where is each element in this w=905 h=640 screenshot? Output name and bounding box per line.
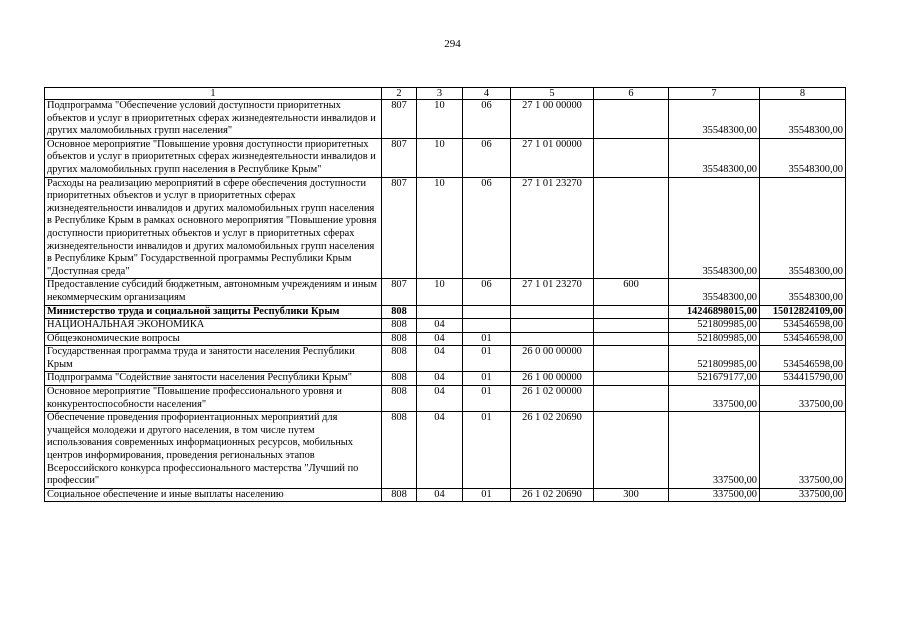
section-code-cell: 10	[417, 177, 463, 279]
amount-year2-cell: 35548300,00	[760, 177, 846, 279]
admin-code-cell: 808	[382, 346, 417, 372]
amount-year2-cell: 534546598,00	[760, 346, 846, 372]
admin-code-cell: 808	[382, 332, 417, 346]
amount-year2-cell: 534546598,00	[760, 332, 846, 346]
subsection-code-cell: 01	[463, 412, 511, 489]
row-name-cell: Основное мероприятие "Повышение профессионального уровня и конкурентоспособности населения"	[45, 386, 382, 412]
row-name-cell: НАЦИОНАЛЬНАЯ ЭКОНОМИКА	[45, 319, 382, 333]
expense-type-cell	[594, 386, 669, 412]
amount-year2-cell: 35548300,00	[760, 138, 846, 177]
admin-code-cell: 808	[382, 412, 417, 489]
row-name-cell: Основное мероприятие "Повышение уровня доступности приоритетных объектов и услуг в приоритетных сферах жизнедеятельности инвалидов и других маломобильных групп населения в Республике Крым"	[45, 138, 382, 177]
expense-type-cell: 300	[594, 488, 669, 502]
section-code-cell: 04	[417, 332, 463, 346]
amount-year2-cell: 337500,00	[760, 488, 846, 502]
subsection-code-cell: 01	[463, 332, 511, 346]
amount-year2-cell: 534546598,00	[760, 319, 846, 333]
section-code-cell: 04	[417, 386, 463, 412]
row-name-cell: Подпрограмма "Содействие занятости населения Республики Крым"	[45, 372, 382, 386]
amount-year1-cell: 337500,00	[669, 488, 760, 502]
expense-type-cell	[594, 412, 669, 489]
amount-year1-cell: 521679177,00	[669, 372, 760, 386]
row-name-cell: Социальное обеспечение и иные выплаты населению	[45, 488, 382, 502]
table-row	[45, 488, 846, 502]
section-code-cell	[417, 305, 463, 319]
amount-year2-cell: 337500,00	[760, 386, 846, 412]
table-row	[45, 332, 846, 346]
table-row	[45, 319, 846, 333]
table-row	[45, 305, 846, 319]
subsection-code-cell: 06	[463, 100, 511, 139]
target-article-cell: 26 1 02 20690	[511, 412, 594, 489]
expense-type-cell	[594, 346, 669, 372]
table-header	[45, 88, 846, 100]
amount-year1-cell: 35548300,00	[669, 100, 760, 139]
amount-year2-cell: 337500,00	[760, 412, 846, 489]
expense-type-cell	[594, 332, 669, 346]
section-code-cell: 04	[417, 319, 463, 333]
target-article-cell: 26 1 00 00000	[511, 372, 594, 386]
target-article-cell: 26 0 00 00000	[511, 346, 594, 372]
header-cell: 5	[511, 88, 594, 100]
budget-table	[44, 87, 846, 502]
target-article-cell	[511, 319, 594, 333]
amount-year1-cell: 35548300,00	[669, 138, 760, 177]
subsection-code-cell: 06	[463, 177, 511, 279]
target-article-cell	[511, 305, 594, 319]
admin-code-cell: 808	[382, 305, 417, 319]
table-body	[45, 100, 846, 502]
admin-code-cell: 807	[382, 177, 417, 279]
subsection-code-cell: 01	[463, 372, 511, 386]
table-row	[45, 177, 846, 279]
target-article-cell: 27 1 01 00000	[511, 138, 594, 177]
amount-year1-cell: 521809985,00	[669, 332, 760, 346]
subsection-code-cell	[463, 319, 511, 333]
header-cell: 6	[594, 88, 669, 100]
row-name-cell: Обеспечение проведения профориентационных мероприятий для учащейся молодежи и другого населения, в том числе путем использования современных информационных ресурсов, мобильных центров информирования, проведения региональных этапов Всероссийского конкурса профессионального мастерства "Лучший по профессии"	[45, 412, 382, 489]
table-row	[45, 100, 846, 139]
table-row	[45, 138, 846, 177]
expense-type-cell	[594, 372, 669, 386]
admin-code-cell: 808	[382, 488, 417, 502]
admin-code-cell: 808	[382, 319, 417, 333]
table-row	[45, 346, 846, 372]
page-number: 294	[444, 38, 461, 50]
target-article-cell	[511, 332, 594, 346]
target-article-cell: 27 1 01 23270	[511, 279, 594, 305]
header-cell: 2	[382, 88, 417, 100]
table-row	[45, 386, 846, 412]
header-cell: 3	[417, 88, 463, 100]
amount-year2-cell: 534415790,00	[760, 372, 846, 386]
subsection-code-cell: 01	[463, 488, 511, 502]
header-cell: 1	[45, 88, 382, 100]
table-row	[45, 279, 846, 305]
expense-type-cell	[594, 177, 669, 279]
table-row	[45, 412, 846, 489]
amount-year2-cell: 15012824109,00	[760, 305, 846, 319]
expense-type-cell	[594, 305, 669, 319]
section-code-cell: 04	[417, 488, 463, 502]
section-code-cell: 10	[417, 279, 463, 305]
admin-code-cell: 807	[382, 138, 417, 177]
section-code-cell: 04	[417, 372, 463, 386]
amount-year1-cell: 521809985,00	[669, 346, 760, 372]
expense-type-cell: 600	[594, 279, 669, 305]
target-article-cell: 27 1 01 23270	[511, 177, 594, 279]
row-name-cell: Министерство труда и социальной защиты Республики Крым	[45, 305, 382, 319]
row-name-cell: Государственная программа труда и занятости населения Республики Крым	[45, 346, 382, 372]
section-code-cell: 10	[417, 138, 463, 177]
header-cell: 4	[463, 88, 511, 100]
admin-code-cell: 808	[382, 386, 417, 412]
amount-year1-cell: 337500,00	[669, 412, 760, 489]
amount-year1-cell: 35548300,00	[669, 279, 760, 305]
header-cell: 7	[669, 88, 760, 100]
expense-type-cell	[594, 319, 669, 333]
admin-code-cell: 807	[382, 100, 417, 139]
amount-year1-cell: 14246898015,00	[669, 305, 760, 319]
subsection-code-cell: 06	[463, 279, 511, 305]
row-name-cell: Подпрограмма "Обеспечение условий доступности приоритетных объектов и услуг в приоритетных сферах жизнедеятельности инвалидов и других маломобильных групп населения"	[45, 100, 382, 139]
table-row	[45, 372, 846, 386]
expense-type-cell	[594, 100, 669, 139]
target-article-cell: 26 1 02 20690	[511, 488, 594, 502]
section-code-cell: 10	[417, 100, 463, 139]
expense-type-cell	[594, 138, 669, 177]
subsection-code-cell: 06	[463, 138, 511, 177]
header-cell: 8	[760, 88, 846, 100]
amount-year1-cell: 337500,00	[669, 386, 760, 412]
row-name-cell: Расходы на реализацию мероприятий в сфере обеспечения доступности приоритетных объектов и услуг в приоритетных сферах жизнедеятельности инвалидов и других маломобильных групп населения в Республике Крым в рамках основного мероприятия "Повышение уровня доступности приоритетных объектов и услуг в приоритетных сферах жизнедеятельности инвалидов и других маломобильных групп населения в Республике Крым" Государственной программы Республики Крым "Доступная среда"	[45, 177, 382, 279]
section-code-cell: 04	[417, 346, 463, 372]
row-name-cell: Предоставление субсидий бюджетным, автономным учреждениям и иным некоммерческим организациям	[45, 279, 382, 305]
amount-year2-cell: 35548300,00	[760, 100, 846, 139]
amount-year1-cell: 35548300,00	[669, 177, 760, 279]
subsection-code-cell: 01	[463, 346, 511, 372]
section-code-cell: 04	[417, 412, 463, 489]
subsection-code-cell: 01	[463, 386, 511, 412]
target-article-cell: 27 1 00 00000	[511, 100, 594, 139]
header-row	[45, 88, 846, 100]
target-article-cell: 26 1 02 00000	[511, 386, 594, 412]
amount-year1-cell: 521809985,00	[669, 319, 760, 333]
subsection-code-cell	[463, 305, 511, 319]
amount-year2-cell: 35548300,00	[760, 279, 846, 305]
row-name-cell: Общеэкономические вопросы	[45, 332, 382, 346]
admin-code-cell: 808	[382, 372, 417, 386]
admin-code-cell: 807	[382, 279, 417, 305]
